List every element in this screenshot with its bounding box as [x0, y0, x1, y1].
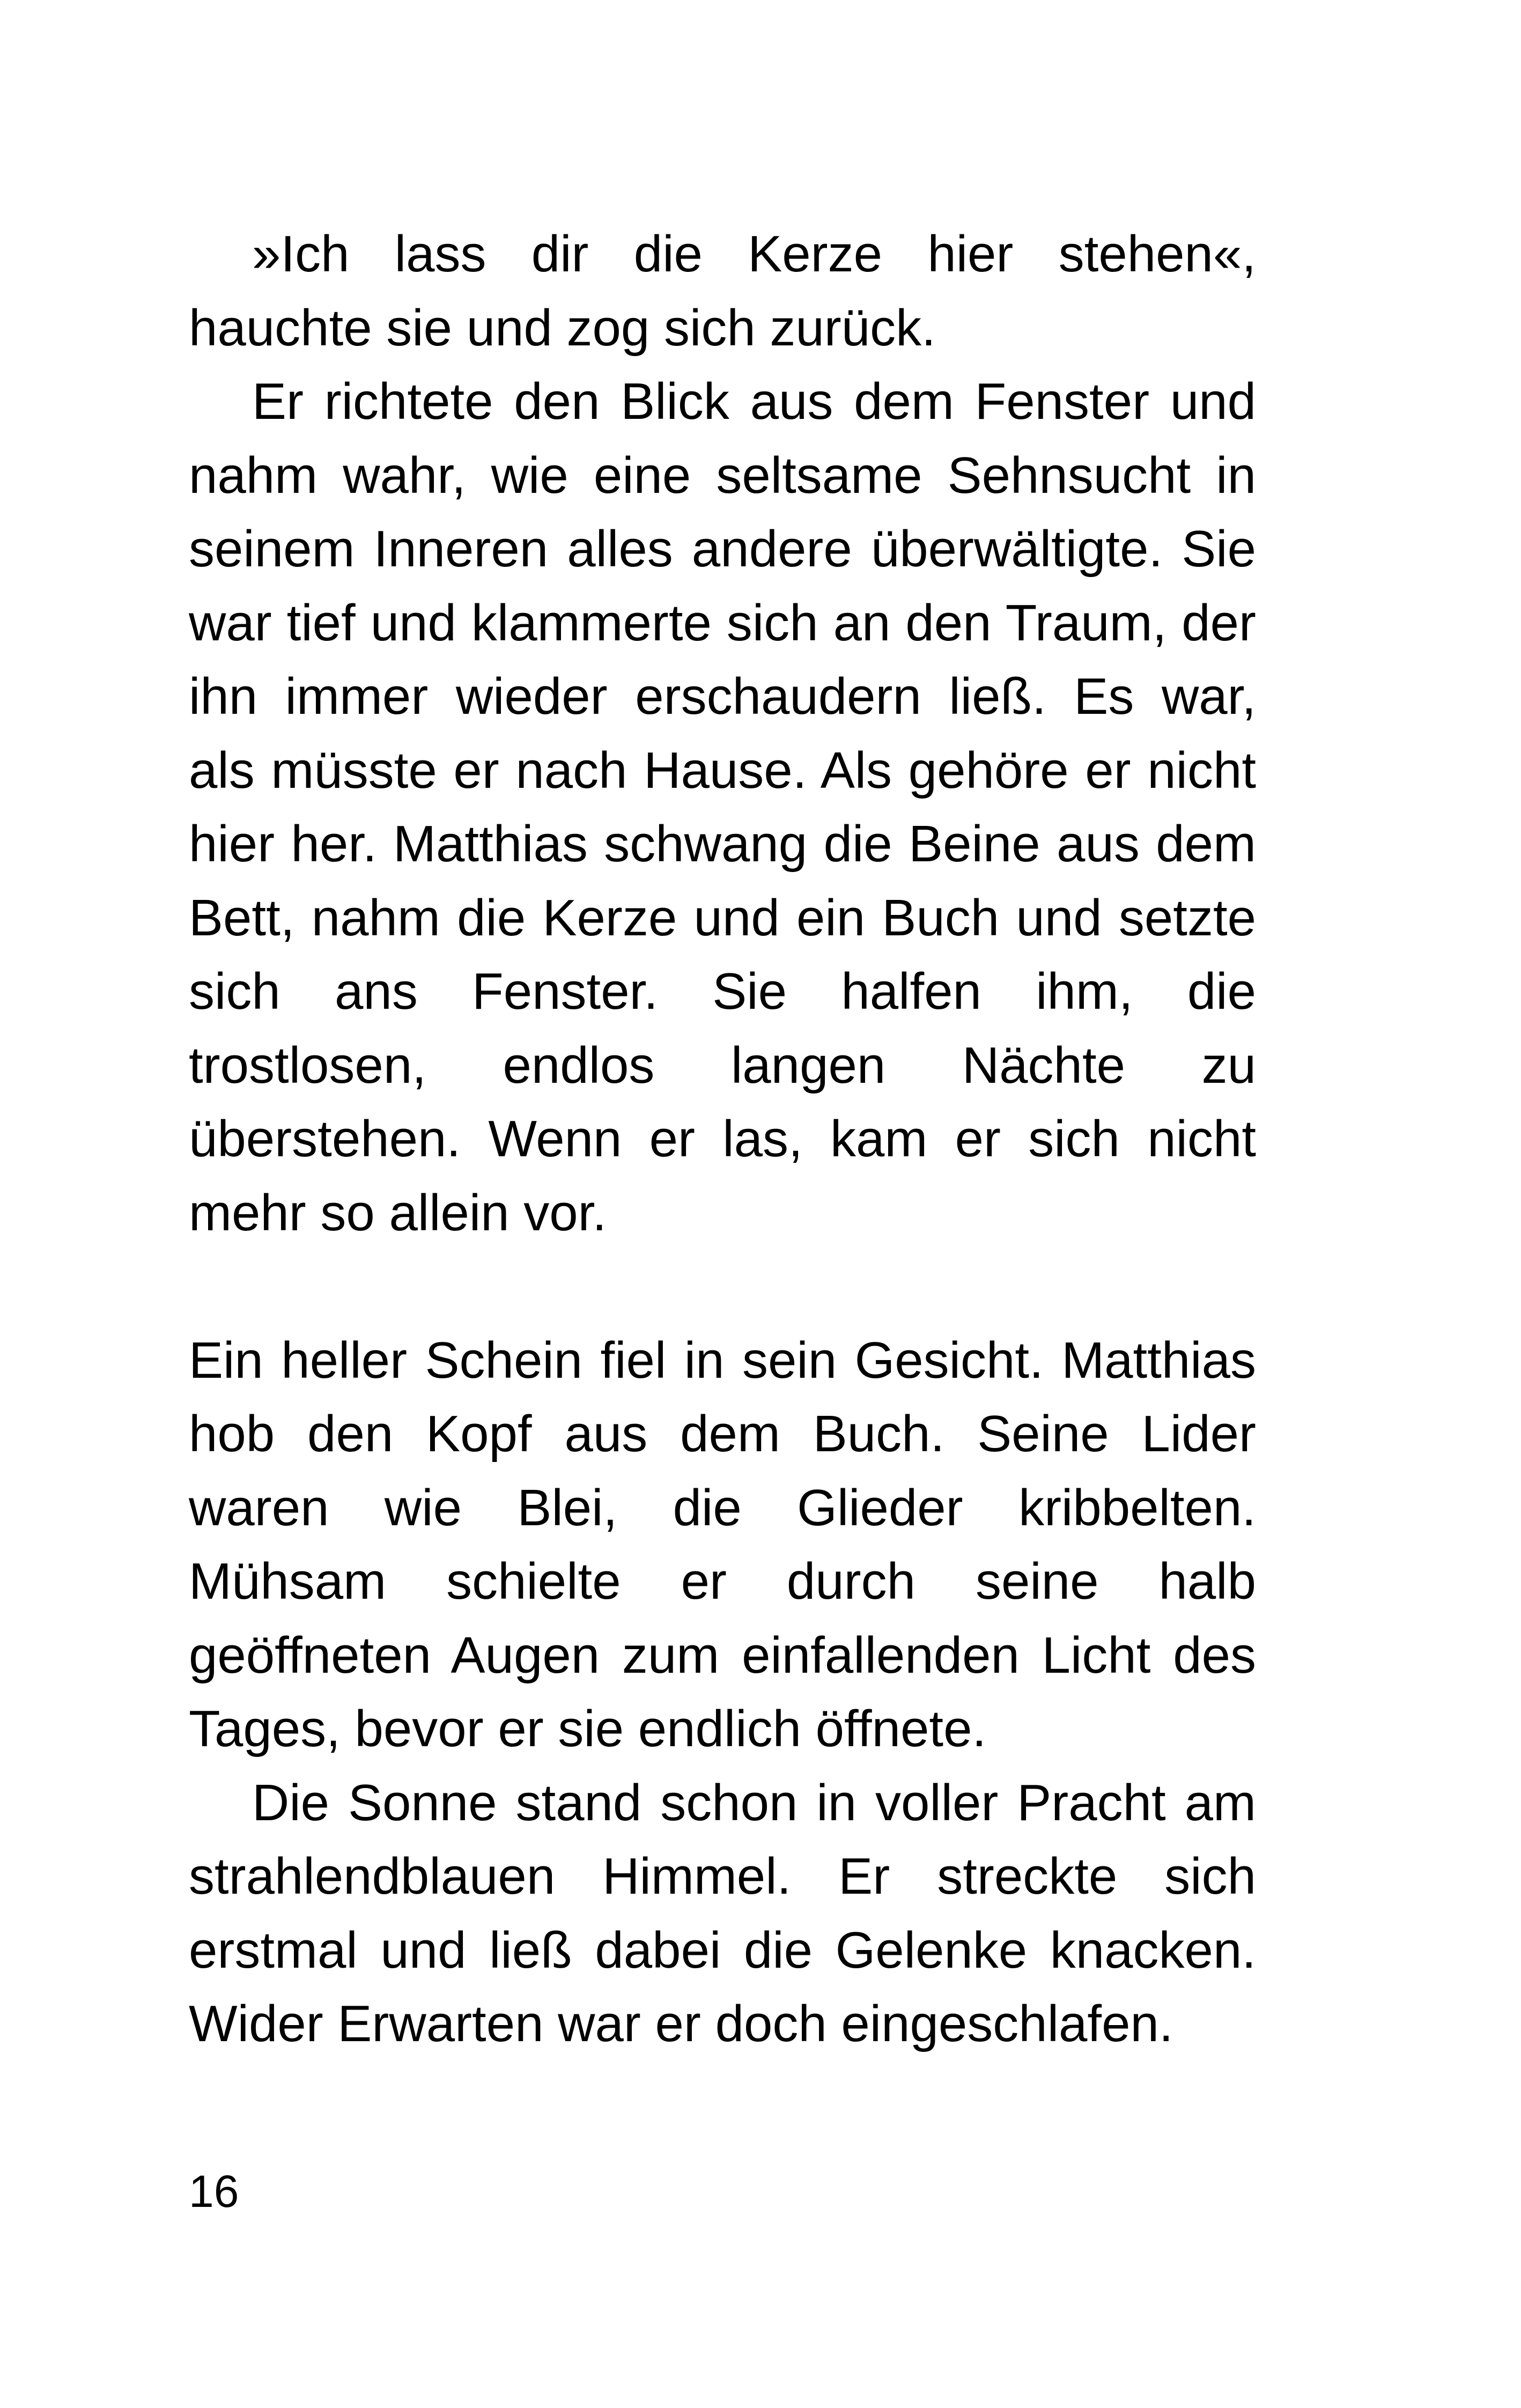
paragraph-1: »Ich lass dir die Kerze hier stehen«, hauchte sie und zog sich zurück. [189, 225, 1256, 357]
paragraph-3: Ein heller Schein fiel in sein Gesicht. Matthias hob den Kopf aus dem Buch. Seine Lider waren wie Blei, die Glieder kribbelten. Mühsam schielte er durch seine halb geöffneten Augen zum einfallenden Licht des Tages, bevor er sie endlich öffnete. [189, 1331, 1256, 1757]
paragraph-4: Die Sonne stand schon in voller Pracht am strahlendblauen Himmel. Er streckte sich erstmal und ließ dabei die Gelenke knacken. Wider Erwarten war er doch eingeschlafen. [189, 1774, 1256, 2052]
page-number: 16 [189, 2166, 239, 2217]
section-break [189, 1250, 1256, 1324]
body-text [189, 217, 1256, 2061]
paragraph-2: Er richtete den Blick aus dem Fenster und nahm wahr, wie eine seltsame Sehnsucht in seinem Inneren alles andere überwältigte. Sie war tief und klammerte sich an den Traum, der ihn immer wieder erschaudern ließ. Es war, als müsste er nach Hause. Als gehöre er nicht hier her. Matthias schwang die Beine aus dem Bett, nahm die Kerze und ein Buch und setzte sich ans Fenster. Sie halfen ihm, die trostlosen, endlos langen Nächte zu überstehen. Wenn er las, kam er sich nicht mehr so allein vor. [189, 373, 1256, 1242]
